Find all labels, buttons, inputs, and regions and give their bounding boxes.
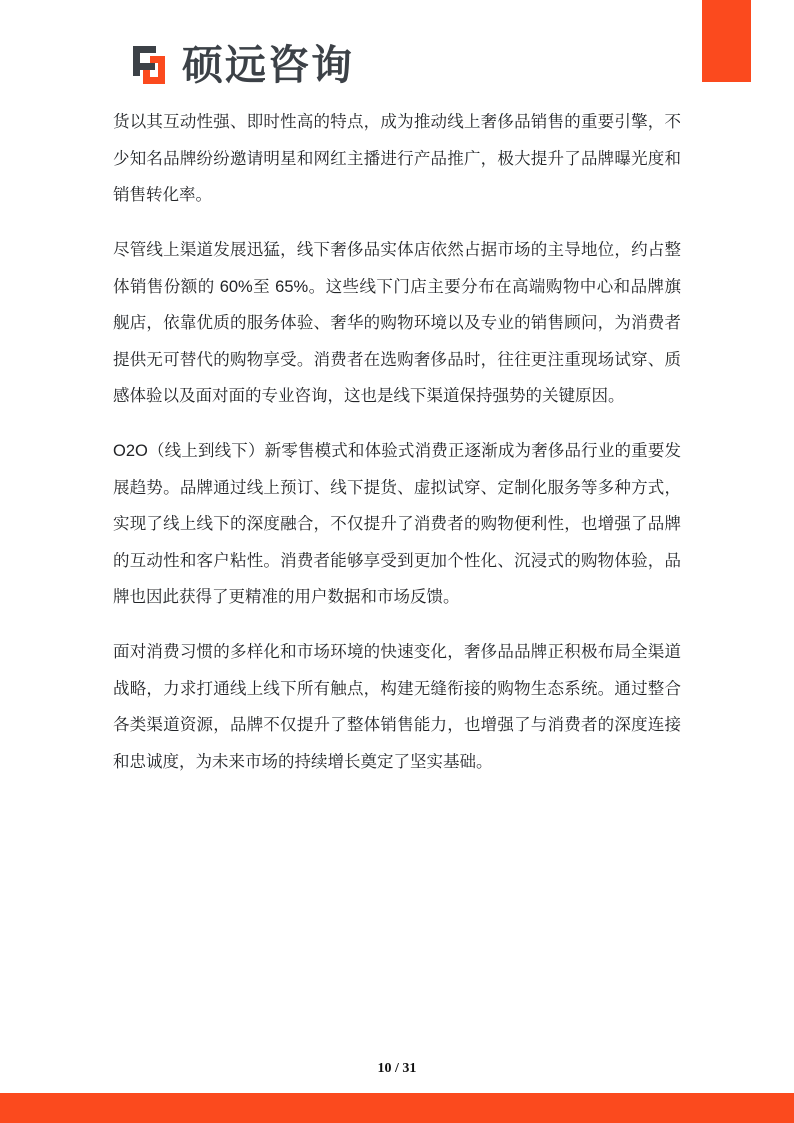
brand-logo (131, 43, 354, 87)
body-paragraph: 尽管线上渠道发展迅猛，线下奢侈品实体店依然占据市场的主导地位，约占整体销售份额的 60%至 65%。这些线下门店主要分布在高端购物中心和品牌旗舰店，依靠优质的服务体验、奢华的购物环境以及专业的销售顾问，为消费者提供无可替代的购物享受。消费者在选购奢侈品时，往往更注重现场试穿、质感体验以及面对面的专业咨询，这也是线下渠道保持强势的关键原因。 (113, 241, 681, 405)
shuoyuan-logo-icon (131, 43, 167, 87)
corner-accent-block (702, 0, 751, 82)
footer-accent-bar (0, 1093, 794, 1123)
body-paragraph: O2O（线上到线下）新零售模式和体验式消费正逐渐成为奢侈品行业的重要发展趋势。品牌通过线上预订、线下提货、虚拟试穿、定制化服务等多种方式，实现了线上线下的深度融合，不仅提升了消费者的购物便利性，也增强了品牌的互动性和客户粘性。消费者能够享受到更加个性化、沉浸式的购物体验，品牌也因此获得了更精准的用户数据和市场反馈。 (113, 442, 681, 606)
page-number: 10 / 31 (377, 1061, 417, 1076)
page-body-text (113, 104, 681, 799)
body-paragraph: 面对消费习惯的多样化和市场环境的快速变化，奢侈品品牌正积极布局全渠道战略，力求打通线上线下所有触点，构建无缝衔接的购物生态系统。通过整合各类渠道资源，品牌不仅提升了整体销售能力，也增强了与消费者的深度连接和忠诚度，为未来市场的持续增长奠定了坚实基础。 (113, 643, 681, 771)
body-paragraph: 货以其互动性强、即时性高的特点，成为推动线上奢侈品销售的重要引擎，不少知名品牌纷纷邀请明星和网红主播进行产品推广，极大提升了品牌曝光度和销售转化率。 (113, 113, 681, 204)
brand-logo-text: 硕远咨询 (182, 41, 354, 88)
